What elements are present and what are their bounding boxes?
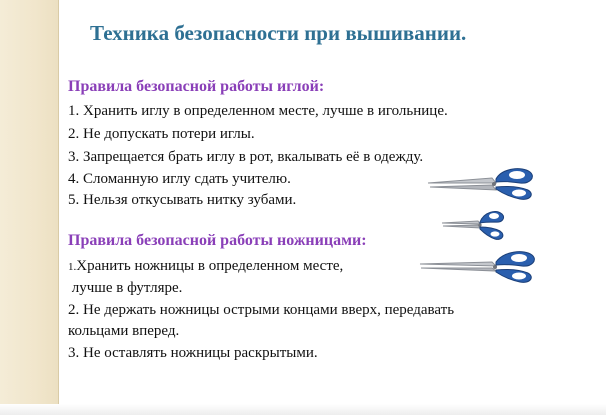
needle-rules-heading: Правила безопасной работы иглой: (68, 78, 325, 95)
needle-rule-1: 1. Хранить иглу в определенном месте, лучше в игольнице. (68, 103, 448, 119)
scissors-rule-2: 2. Не держать ножницы острыми концами вверх, передавать (68, 302, 455, 318)
needle-rule-4: 4. Сломанную иглу сдать учителю. (68, 171, 291, 187)
scissors-icon (426, 164, 538, 204)
needle-rule-3: 3. Запрещается брать иглу в рот, вкалывать её в одежду. (68, 149, 424, 165)
slide-title: Техника безопасности при вышивании. (90, 21, 467, 45)
needle-rule-5: 5. Нельзя откусывать нитку зубами. (68, 192, 297, 208)
needle-rule-2: 2. Не допускать потери иглы. (68, 126, 255, 142)
scissors-rules-heading: Правила безопасной работы ножницами: (68, 232, 367, 249)
scissors-rule-1-text: Хранить ножницы в определенном месте, (76, 258, 344, 274)
scissors-rule-1-number: 1. (68, 261, 77, 273)
scissors-icon (418, 246, 542, 286)
scissors-icon (440, 206, 510, 242)
decorative-side-band (0, 0, 58, 415)
scissors-rule-1-continued: лучше в футляре. (68, 280, 183, 296)
scissors-rule-1 (68, 256, 343, 277)
scissors-rule-3: 3. Не оставлять ножницы раскрытыми. (68, 345, 318, 361)
scissors-rule-2-continued: кольцами вперед. (68, 323, 180, 339)
side-band-divider (58, 0, 59, 415)
bottom-shadow (0, 404, 606, 415)
